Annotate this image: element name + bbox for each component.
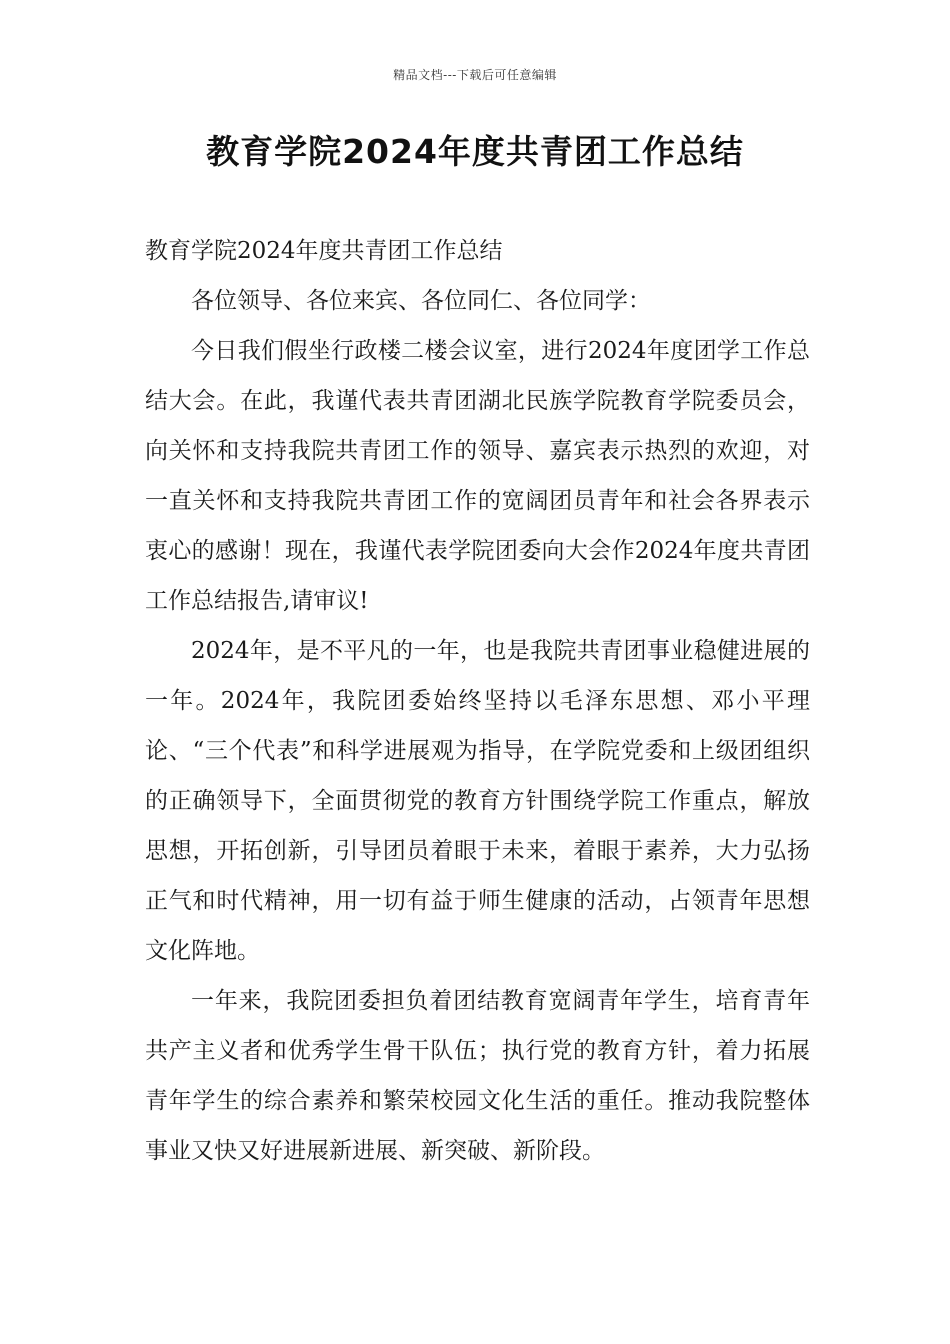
salutation-paragraph: 各位领导、各位来宾、各位同仁、各位同学：	[191, 288, 651, 314]
document-title: 教育学院2024年度共青团工作总结	[206, 132, 744, 171]
body-paragraph: 今日我们假坐行政楼二楼会议室，进行2024年度团学工作总结大会。在此，我谨代表共青团湖北民族学院教育学院委员会，向关怀和支持我院共青团工作的领导、嘉宾表示热烈的欢迎，对一直关怀和支持我院共青团工作的宽阔团员青年和社会各界表示衷心的感谢！现在，我谨代表学院团委向大会作2024年度共青团工作总结报告,请审议!	[145, 338, 810, 614]
document-body	[145, 226, 810, 1176]
body-paragraph: 2024年，是不平凡的一年，也是我院共青团事业稳健进展的一年。2024年，我院团委始终坚持以毛泽东思想、邓小平理论、“三个代表”和科学进展观为指导，在学院党委和上级团组织的正确领导下，全面贯彻党的教育方针围绕学院工作重点，解放思想，开拓创新，引导团员着眼于未来，着眼于素养，大力弘扬正气和时代精神，用一切有益于师生健康的活动，占领青年思想文化阵地。	[145, 638, 810, 964]
header-note: 精品文档---下载后可任意编辑	[393, 68, 557, 82]
body-paragraph: 一年来，我院团委担负着团结教育宽阔青年学生，培育青年共产主义者和优秀学生骨干队伍；执行党的教育方针，着力拓展青年学生的综合素养和繁荣校园文化生活的重任。推动我院整体事业又快又好进展新进展、新突破、新阶段。	[145, 988, 810, 1164]
subtitle-paragraph: 教育学院2024年度共青团工作总结	[145, 238, 503, 264]
